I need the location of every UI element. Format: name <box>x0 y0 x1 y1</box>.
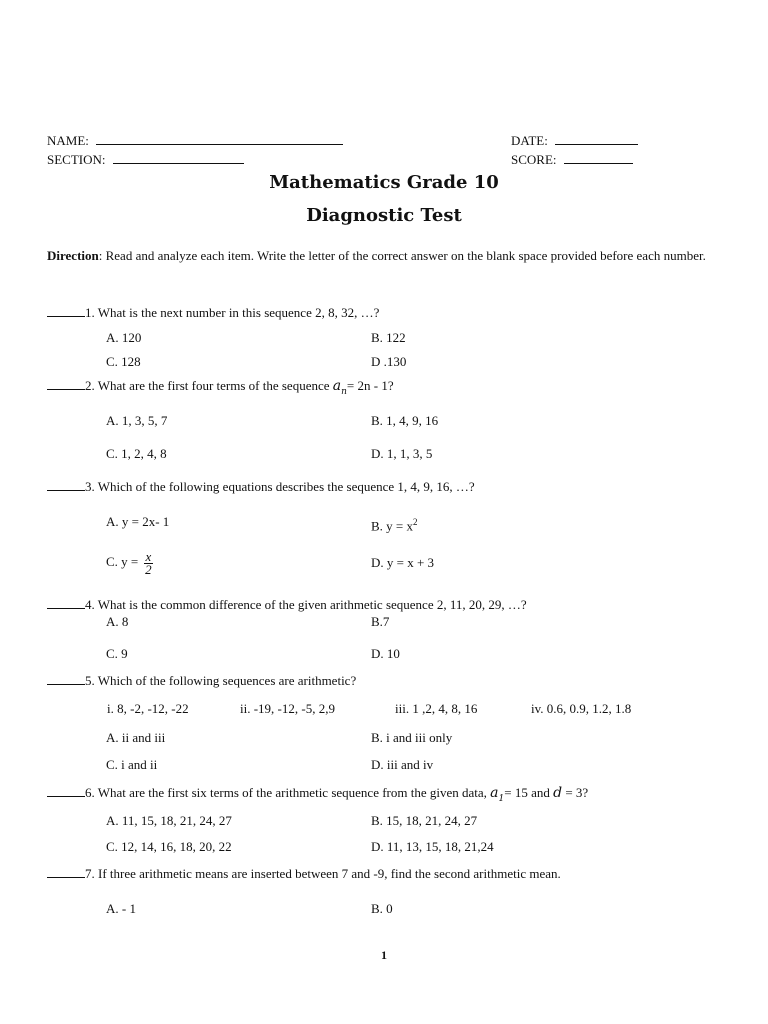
question-number: 7. <box>85 866 95 881</box>
answer-blank-2[interactable] <box>47 378 85 390</box>
question-text: Which of the following equations describes the sequence 1, 4, 9, 16, …? <box>97 479 475 494</box>
option-ii: ii. -19, -12, -5, 2,9 <box>240 701 335 716</box>
math-term: $a_n$ <box>332 378 347 397</box>
math-term-a1: $a_1$ <box>490 785 505 804</box>
page-number: 1 <box>381 948 387 962</box>
question-text: What is the next number in this sequence 2, 8, 32, …? <box>97 305 380 320</box>
question-6 <box>47 785 588 807</box>
direction-paragraph <box>47 246 722 265</box>
choice-1b: B. 122 <box>371 330 406 345</box>
score-label: SCORE: <box>511 152 557 167</box>
answer-blank-4[interactable] <box>47 597 85 609</box>
section-blank[interactable] <box>113 152 244 164</box>
option-iii: iii. 1 ,2, 4, 8, 16 <box>395 701 478 716</box>
choice-6a: A. 11, 15, 18, 21, 24, 27 <box>106 813 232 828</box>
choice-2b: B. 1, 4, 9, 16 <box>371 413 439 428</box>
question-text: What are the first six terms of the arithmetic sequence from the given data, <box>97 785 487 800</box>
direction-text: : Read and analyze each item. Write the letter of the correct answer on the blank space provided before each number. <box>98 248 706 263</box>
choice-3c: C. y = $\frac{x}{2}$ <box>106 548 152 577</box>
choice-2d: D. 1, 1, 3, 5 <box>371 446 433 461</box>
math-term-d: d <box>553 785 563 801</box>
question-number: 1. <box>85 305 95 320</box>
score-field <box>511 152 633 168</box>
option-iv: iv. 0.6, 0.9, 1.2, 1.8 <box>531 701 632 716</box>
question-number: 5. <box>85 673 95 688</box>
choice-5d: D. iii and iv <box>371 757 434 772</box>
question-text: What are the first four terms of the sequence <box>97 378 330 393</box>
choice-6c: C. 12, 14, 16, 18, 20, 22 <box>106 839 232 854</box>
choice-1a: A. 120 <box>106 330 142 345</box>
question-text-end: = 2n - 1? <box>346 378 394 393</box>
question-4 <box>47 597 527 613</box>
question-number: 3. <box>85 479 95 494</box>
question-1 <box>47 305 379 321</box>
direction-label: Direction <box>47 248 99 263</box>
choice-1d: D .130 <box>371 354 407 369</box>
choice-5a: A. ii and iii <box>106 730 166 745</box>
answer-blank-3[interactable] <box>47 479 85 491</box>
date-field <box>511 133 638 149</box>
answer-blank-5[interactable] <box>47 673 85 685</box>
choice-5b: B. i and iii only <box>371 730 453 745</box>
date-blank[interactable] <box>555 133 638 145</box>
choice-4b: B.7 <box>371 614 390 629</box>
answer-blank-1[interactable] <box>47 305 85 317</box>
choice-4a: A. 8 <box>106 614 129 629</box>
section-field <box>47 152 244 168</box>
choice-4d: D. 10 <box>371 646 400 661</box>
question-5 <box>47 673 356 689</box>
question-text: Which of the following sequences are arithmetic? <box>97 673 357 688</box>
question-text: What is the common difference of the given arithmetic sequence 2, 11, 20, 29, …? <box>97 597 527 612</box>
choice-2a: A. 1, 3, 5, 7 <box>106 413 168 428</box>
choice-7b: B. 0 <box>371 901 393 916</box>
name-blank[interactable] <box>96 133 343 145</box>
date-label: DATE: <box>511 133 548 148</box>
section-label: SECTION: <box>47 152 106 167</box>
question-7 <box>47 866 561 882</box>
option-i: i. 8, -2, -12, -22 <box>107 701 189 716</box>
question-3 <box>47 479 475 495</box>
question-text-end: = 3? <box>565 785 589 800</box>
choice-5c: C. i and ii <box>106 757 158 772</box>
choice-3d: D. y = x + 3 <box>371 555 435 570</box>
question-text: If three arithmetic means are inserted between 7 and -9, find the second arithmetic mean. <box>98 866 561 881</box>
name-label: NAME: <box>47 133 89 148</box>
page-subtitle: Diagnostic Test <box>306 205 462 226</box>
question-number: 2. <box>85 378 95 393</box>
question-2 <box>47 378 394 400</box>
choice-2c: C. 1, 2, 4, 8 <box>106 446 167 461</box>
choice-6b: B. 15, 18, 21, 24, 27 <box>371 813 478 828</box>
choice-3a: A. y = 2x- 1 <box>106 514 170 529</box>
fraction: $\frac{x}{2}$ <box>145 548 152 577</box>
page-title: Mathematics Grade 10 <box>269 172 499 193</box>
question-number: 6. <box>85 785 95 800</box>
answer-blank-6[interactable] <box>47 785 85 797</box>
choice-4c: C. 9 <box>106 646 128 661</box>
choice-1c: C. 128 <box>106 354 141 369</box>
choice-7a: A. - 1 <box>106 901 136 916</box>
answer-blank-7[interactable] <box>47 866 85 878</box>
choice-3b: B. $y = x^2$ <box>371 517 418 534</box>
score-blank[interactable] <box>564 152 633 164</box>
question-text-mid: = 15 and <box>504 785 550 800</box>
name-field <box>47 133 343 149</box>
question-number: 4. <box>85 597 95 612</box>
choice-6d: D. 11, 13, 15, 18, 21,24 <box>371 839 494 854</box>
